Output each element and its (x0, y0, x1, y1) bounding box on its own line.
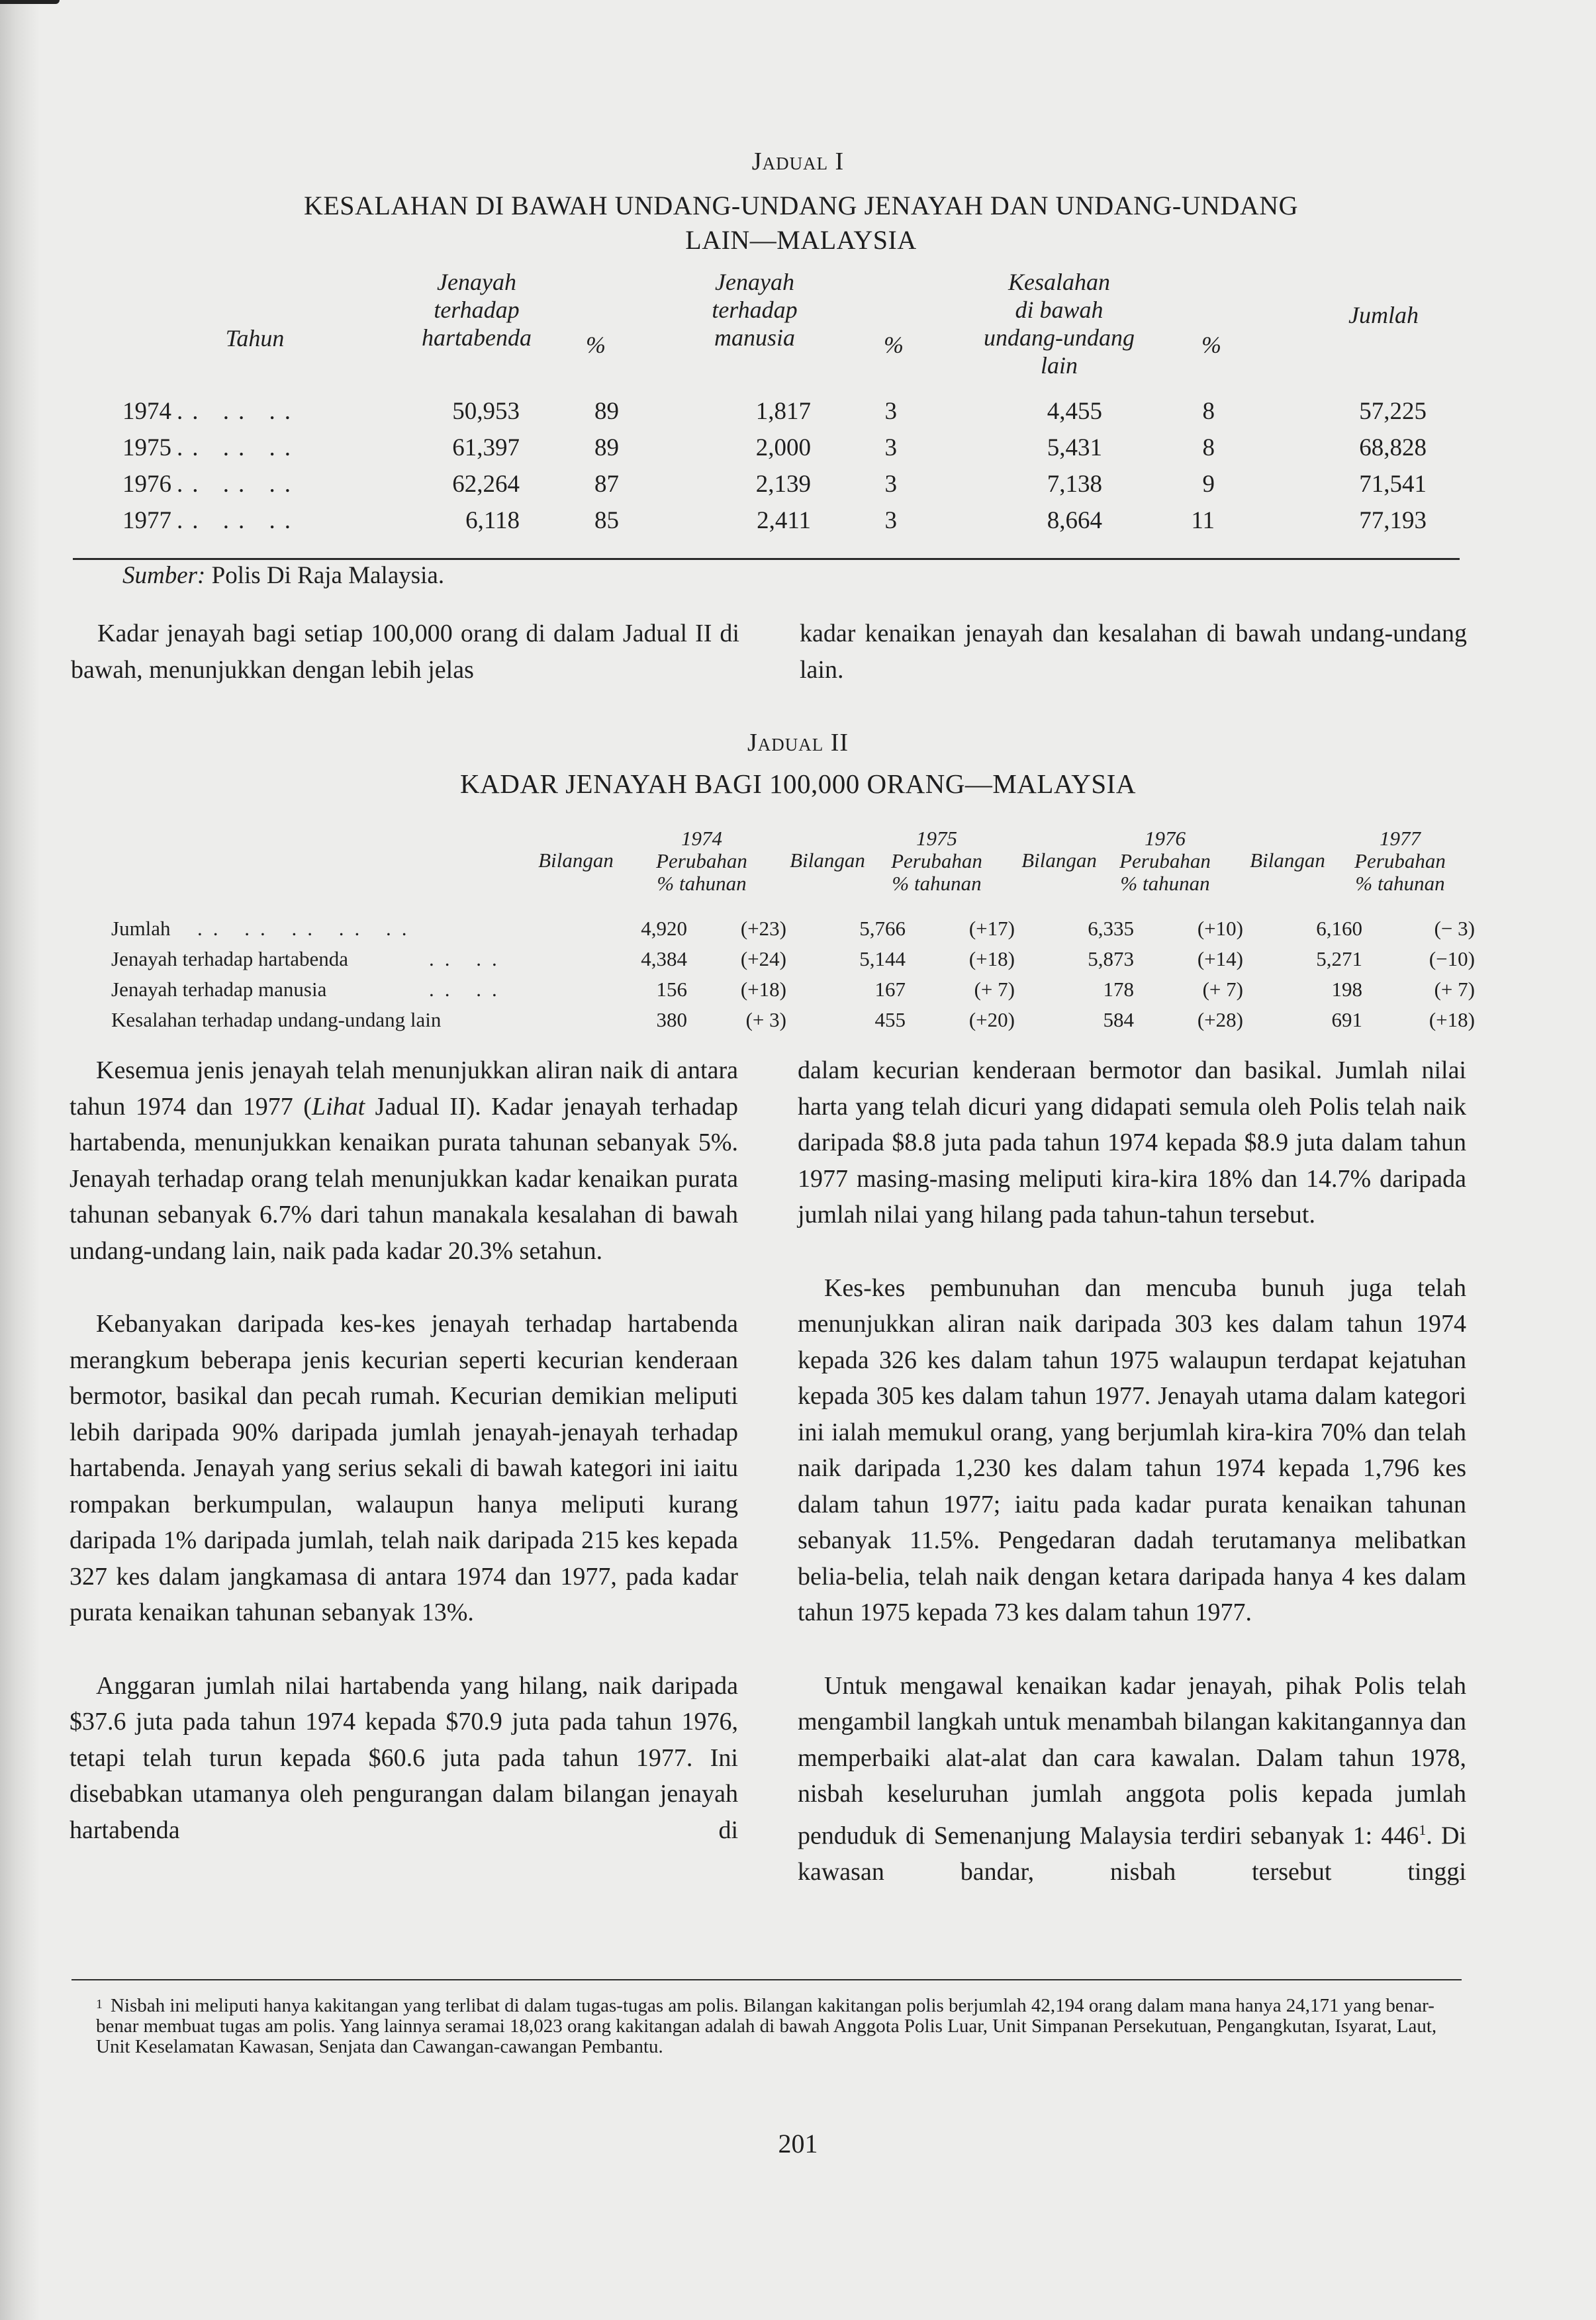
table1-body (122, 397, 1446, 543)
footnote (96, 1996, 1446, 2057)
table-row: 1976 .. .. .. 62,264 87 2,139 3 7,138 9 71,541 (122, 471, 1427, 498)
source-label: Sumber: (122, 562, 206, 589)
table-row: Jenayah terhadap hartabenda .. .. 4,384 (+24) 5,144 (+18) 5,873 (+14) 5,271 (−10) (111, 947, 1475, 970)
table1-header-pct2: % (884, 332, 904, 358)
footnote-text: Nisbah ini meliputi hanya kakitangan yang terlibat di dalam tugas-tugas am polis. Bilangan kakitangan polis berjumlah 42,194 orang dalam mana hanya 24,171 yang benar-benar membuat tugas am polis. Yang lainnya seramai 18,023 orang kakitangan adalah di bawah Anggota Polis Luar, Unit Simpanan Persekutuan, Pengangkutan, Isyarat, Laut, Unit Keselamatan Kawasan, Senjata dan Cawangan-cawangan Pembantu. (96, 1995, 1437, 2057)
intro-left-paragraph: Kadar jenayah bagi setiap 100,000 orang di dalam Jadual II di bawah, menunjukkan dengan lebih jelas (71, 620, 739, 684)
footnote-marker: 1 (96, 1997, 103, 2012)
table1-title-line2: LAIN—MALAYSIA (685, 225, 917, 255)
body-paragraph: Kes-kes pembunuhan dan mencuba bunuh juga telah menunjukkan aliran naik daripada 303 kes dalam tahun 1974 kepada 326 kes dalam tahun 1975 walaupun terdapat kejatuhan kepada 305 kes dalam tahun 1977. Jenayah utama dalam kategori ini ialah memukul orang, yang berjumlah kira-kira 70% dan telah naik daripada 1,230 kes dalam tahun 1974 kepada 1,796 kes dalam tahun 1977; iaitu pada kadar purata kenaikan tahunan sebanyak 11.5%. Pengedaran dadah terutamanya melibatkan belia-belia, telah naik dengan ketara daripada hanya 4 kes dalam tahun 1975 kepada 73 kes dalam tahun 1977. (798, 1274, 1466, 1626)
table1-label: Jadual I (751, 148, 845, 175)
body-paragraph: dalam kecurian kenderaan bermotor dan basikal. Jumlah nilai harta yang telah dicuri yang didapati semula oleh Polis telah naik daripada $8.8 juta pada tahun 1974 kepada $8.9 juta dalam tahun 1977 masing-masing meliputi kira-kira 18% dan 14.7% daripada jumlah nilai yang hilang pada tahun-tahun tersebut. (798, 1056, 1466, 1229)
table-row: Kesalahan terhadap undang-undang lain 380 (+ 3) 455 (+20) 584 (+28) 691 (+18) (111, 1008, 1475, 1031)
table2-header-year-1976: 1976 Perubahan % tahunan (1119, 827, 1211, 895)
table1-header-pct3: % (1201, 332, 1221, 358)
table2-header-bilangan: Bilangan (790, 849, 865, 872)
table1-header-manusia: Jenayah terhadap manusia (712, 269, 798, 351)
body-paragraph: Kebanyakan daripada kes-kes jenayah terhadap hartabenda merangkum beberapa jenis kecurian seperti kecurian kenderaan bermotor, basikal dan pecah rumah. Kecurian demikian meliputi lebih daripada 90% daripada jumlah jenayah-jenayah terhadap hartabenda. Jenayah yang serius sekali di bawah kategori ini iaitu rompakan berkumpulan, walaupun hanya meliputi kurang daripada 1% daripada jumlah, telah naik daripada 215 kes kepada 327 kes dalam jangkamasa di antara 1974 dan 1977, pada kadar purata kenaikan tahunan sebanyak 13%. (70, 1310, 738, 1626)
table-row: 1974 .. .. .. 50,953 89 1,817 3 4,455 8 57,225 (122, 398, 1427, 425)
book-spine-shadow (0, 0, 40, 2320)
body-paragraph: Untuk mengawal kenaikan kadar jenayah, pihak Polis telah mengambil langkah untuk menambah bilangan kakitangannya dan memperbaiki alat-alat dan cara kawalan. Dalam tahun 1978, nisbah keseluruhan jumlah anggota polis kepada jumlah penduduk di Semenanjung Malaysia terdiri sebanyak 1: $446^1$. Di kawasan bandar, nisbah tersebut tinggi (798, 1671, 1467, 1886)
table-row: Jenayah terhadap manusia .. .. 156 (+18) 167 (+ 7) 178 (+ 7) 198 (+ 7) (111, 978, 1475, 1001)
footnote-reference[interactable]: 1 (1419, 1821, 1427, 1838)
table2-header (516, 827, 1470, 900)
table1-title (119, 189, 1483, 257)
body-right-column (798, 1052, 1466, 1890)
table1-header-tahun: Tahun (225, 325, 285, 351)
table1-title-line1: KESALAHAN DI BAWAH UNDANG-UNDANG JENAYAH DAN UNDANG-UNDANG (303, 191, 1298, 220)
table-row: 1977 .. .. .. 6,118 85 2,411 3 8,664 11 77,193 (122, 507, 1427, 534)
table2-label: Jadual II (747, 729, 849, 757)
table2-header-bilangan: Bilangan (1021, 849, 1097, 872)
table2-header-bilangan: Bilangan (538, 849, 614, 872)
table1-header-hartabenda: Jenayah terhadap hartabenda (422, 269, 532, 351)
intro-right-paragraph: kadar kenaikan jenayah dan kesalahan di bawah undang-undang lain. (800, 620, 1467, 684)
table2-header-year-1974: 1974 Perubahan % tahunan (656, 827, 747, 895)
table2-title: KADAR JENAYAH BAGI 100,000 ORANG—MALAYSIA (460, 768, 1136, 799)
table1-header-jumlah: Jumlah (1348, 302, 1419, 328)
page-number: 201 (778, 2129, 818, 2158)
table2-header-bilangan: Bilangan (1250, 849, 1325, 872)
body-paragraph: Anggaran jumlah nilai hartabenda yang hilang, naik daripada $37.6 juta pada tahun 1974 kepada $70.9 juta pada tahun 1976, tetapi telah turun kepada $60.6 juta pada tahun 1977. Ini disebabkan utamanya oleh pengurangan dalam bilangan jenayah hartabenda di (70, 1671, 738, 1844)
body-left-column (70, 1052, 738, 1848)
table2-header-year-1977: 1977 Perubahan % tahunan (1354, 827, 1446, 895)
table2-body (111, 917, 1475, 1039)
table1-bottom-rule (73, 558, 1460, 560)
page-edge (0, 0, 60, 4)
table1-header-kesalahan: Kesalahan di bawah undang-undang lain (984, 269, 1135, 379)
footnote-rule (71, 1979, 1462, 1980)
table1-header-pct1: % (586, 332, 606, 358)
table1-source (122, 561, 444, 590)
source-text: Polis Di Raja Malaysia. (211, 562, 445, 589)
table-row: 1975 .. .. .. 61,397 89 2,000 3 5,431 8 68,828 (122, 434, 1427, 461)
table-row: Jumlah .. .. .. .. .. 4,920 (+23) 5,766 (+17) 6,335 (+10) 6,160 (− 3) (111, 917, 1475, 940)
table2-header-year-1975: 1975 Perubahan % tahunan (891, 827, 982, 895)
body-paragraph: Kesemua jenis jenayah telah menunjukkan aliran naik di antara tahun 1974 dan 1977 (Lihat Jadual II). Kadar jenayah terhadap hartabenda, menunjukkan kenaikan purata tahunan sebanyak 5%. Jenayah terhadap orang telah menunjukkan kadar kenaikan purata tahunan sebanyak 6.7% dari tahun manakala kesalahan di bawah undang-undang lain, naik pada kadar 20.3% setahun. (70, 1056, 738, 1265)
